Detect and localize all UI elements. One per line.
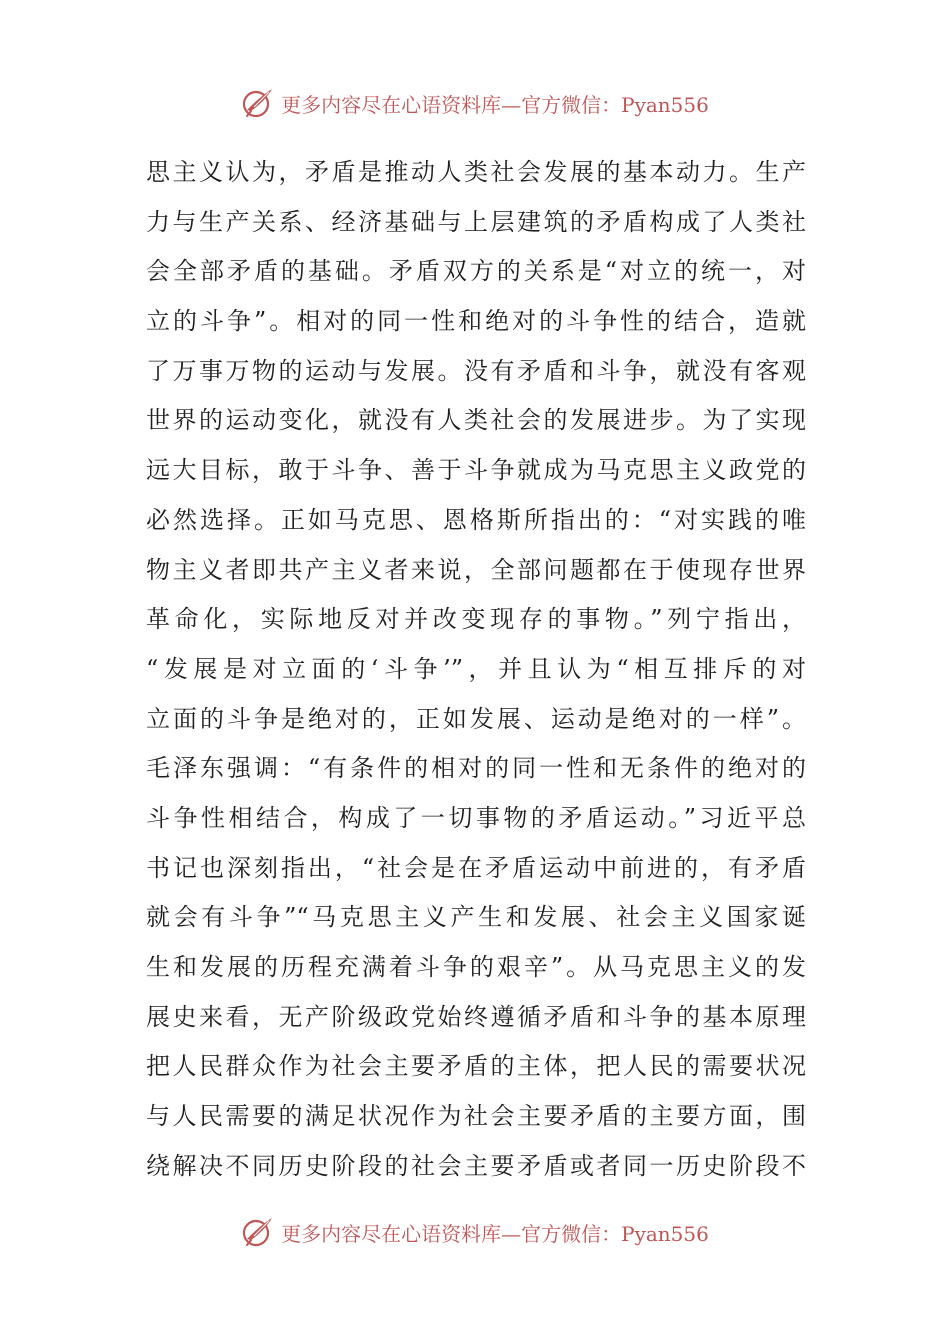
body-line: “发展是对立面的‘斗争’”，并且认为“相互排斥的对 bbox=[146, 654, 806, 683]
body-line: 立的斗争”。相对的同一性和绝对的斗争性的结合，造就 bbox=[146, 307, 806, 336]
footer-watermark-text: 更多内容尽在心语资料库—官方微信：Pyan556 bbox=[281, 1221, 709, 1246]
body-line: 革命化，实际地反对并改变现存的事物。”列宁指出， bbox=[146, 605, 806, 634]
body-line: 世界的运动变化，就没有人类社会的发展进步。为了实现 bbox=[146, 406, 806, 435]
footer-watermark bbox=[0, 1212, 950, 1252]
quill-pen-circle-icon bbox=[241, 86, 275, 120]
header-watermark bbox=[0, 83, 950, 123]
body-line: 思主义认为，矛盾是推动人类社会发展的基本动力。生产 bbox=[146, 158, 806, 186]
body-line: 远大目标，敢于斗争、善于斗争就成为马克思主义政党的 bbox=[146, 456, 806, 485]
body-line: 绕解决不同历史阶段的社会主要矛盾或者同一历史阶段不 bbox=[146, 1151, 806, 1180]
header-watermark-text: 更多内容尽在心语资料库—官方微信：Pyan556 bbox=[281, 92, 709, 117]
quill-pen-circle-icon bbox=[241, 1215, 275, 1249]
body-line: 立面的斗争是绝对的，正如发展、运动是绝对的一样”。 bbox=[146, 704, 806, 733]
body-line: 展史来看，无产阶级政党始终遵循矛盾和斗争的基本原理 bbox=[146, 1002, 806, 1031]
body-line: 毛泽东强调：“有条件的相对的同一性和无条件的绝对的 bbox=[146, 754, 806, 783]
body-line: 就会有斗争”“马克思主义产生和发展、社会主义国家诞 bbox=[146, 903, 806, 932]
body-line: 了万事万物的运动与发展。没有矛盾和斗争，就没有客观 bbox=[146, 356, 806, 385]
body-line: 必然选择。正如马克思、恩格斯所指出的：“对实践的唯 bbox=[146, 505, 806, 534]
body-line: 会全部矛盾的基础。矛盾双方的关系是“对立的统一，对 bbox=[146, 257, 806, 286]
body-line: 斗争性相结合，构成了一切事物的矛盾运动。”习近平总 bbox=[146, 803, 806, 832]
body-line: 生和发展的历程充满着斗争的艰辛”。从马克思主义的发 bbox=[146, 953, 806, 981]
body-line: 与人民需要的满足状况作为社会主要矛盾的主要方面，围 bbox=[146, 1102, 806, 1131]
body-line: 物主义者即共产主义者来说，全部问题都在于使现存世界 bbox=[146, 555, 806, 584]
body-line: 书记也深刻指出，“社会是在矛盾运动中前进的，有矛盾 bbox=[146, 853, 806, 882]
body-line: 力与生产关系、经济基础与上层建筑的矛盾构成了人类社 bbox=[146, 207, 806, 236]
body-line: 把人民群众作为社会主要矛盾的主体，把人民的需要状况 bbox=[146, 1052, 806, 1081]
document-body bbox=[146, 148, 806, 1191]
